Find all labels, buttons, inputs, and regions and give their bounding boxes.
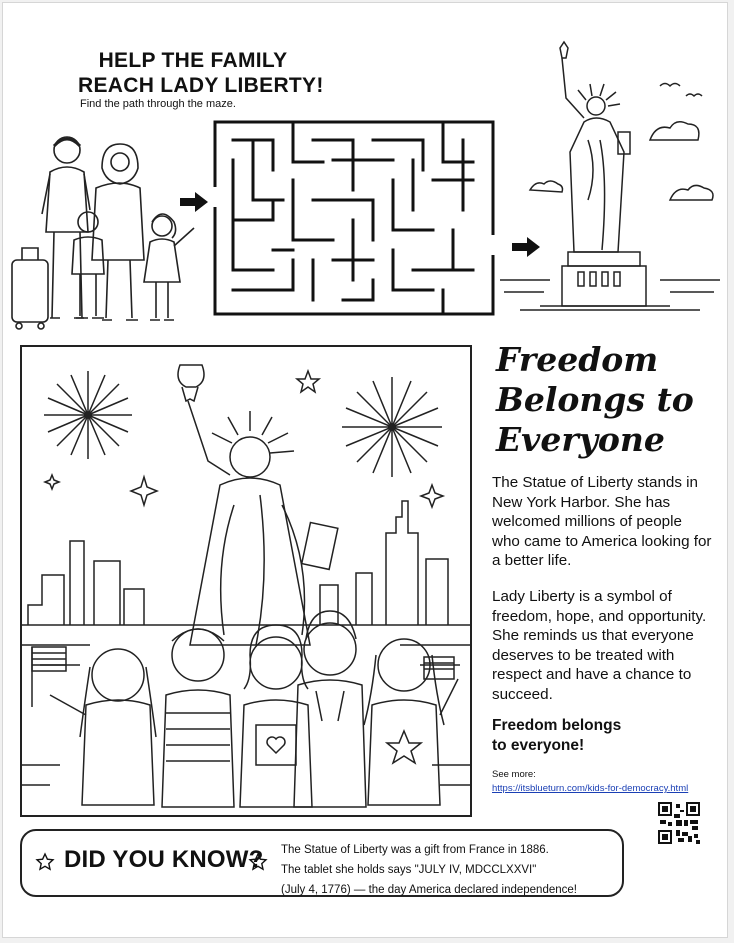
kids-democracy-link[interactable]: https://itsblueturn.com/kids-for-democracy.html xyxy=(492,783,689,794)
article-headline xyxy=(496,340,716,460)
maze-subtitle: Find the path through the maze. xyxy=(80,98,236,110)
article-paragraph-2: Lady Liberty is a symbol of freedom, hope, and opportunity. She reminds us that everyone deserves to be treated with respect and have a chance to succeed. xyxy=(492,588,707,703)
closing-line2: to everyone! xyxy=(492,737,585,754)
closing-line1: Freedom belongs xyxy=(492,717,622,734)
star-icon xyxy=(249,853,267,871)
family-illustration xyxy=(10,130,200,335)
kid-4 xyxy=(294,611,366,807)
see-more-label: See more: xyxy=(492,769,536,780)
did-you-know-line1: The Statue of Liberty was a gift from France in 1886. xyxy=(281,844,549,856)
statue-illustration xyxy=(500,40,720,315)
maze-title-line2: REACH LADY LIBERTY! xyxy=(78,74,324,97)
maze-title xyxy=(78,48,324,98)
star-icon xyxy=(36,853,54,871)
maze[interactable] xyxy=(213,120,495,316)
headline-line3: Everyone xyxy=(496,420,665,459)
article-paragraph-1: The Statue of Liberty stands in New York Harbor. She has welcomed millions of people who came to America looking for a better life. xyxy=(492,474,712,569)
did-you-know-title: DID YOU KNOW? xyxy=(64,846,264,873)
did-you-know-line2: The tablet she holds says "JULY IV, MDCCLXXVI" xyxy=(281,864,537,876)
arrow-right-icon xyxy=(180,192,208,212)
kid-2 xyxy=(162,629,234,807)
maze-title-line1: HELP THE FAMILY xyxy=(98,49,288,72)
qr-code-icon[interactable] xyxy=(656,800,702,846)
closing-message xyxy=(492,716,714,756)
did-you-know-line3: (July 4, 1776) — the day America declared independence! xyxy=(281,884,577,896)
kid-5 xyxy=(364,639,458,805)
headline-line2: Belongs to xyxy=(496,380,694,419)
liberty-celebration-illustration xyxy=(20,345,472,817)
kid-1 xyxy=(32,647,156,805)
did-you-know-text xyxy=(281,840,577,900)
kid-3 xyxy=(240,625,312,807)
headline-line1: Freedom xyxy=(496,340,659,379)
